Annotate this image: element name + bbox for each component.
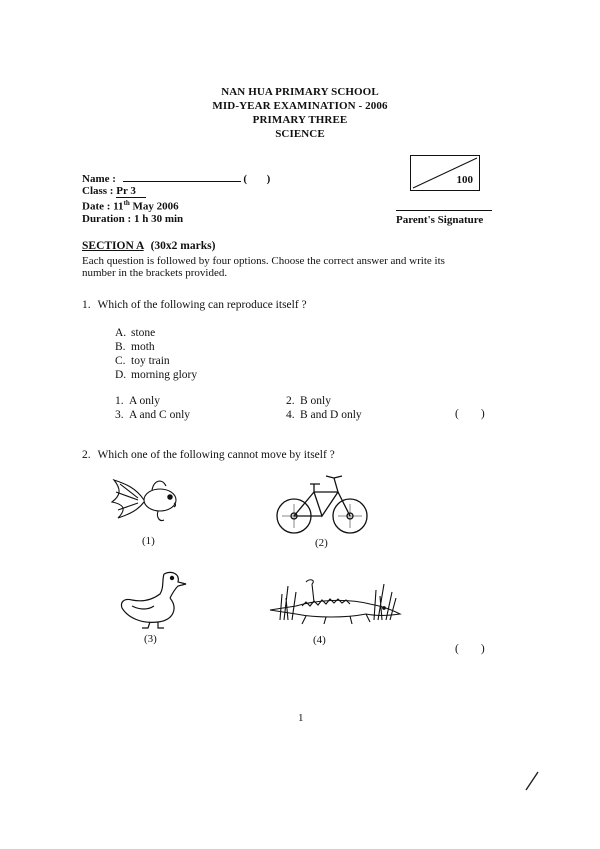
duration-value: 1 h 30 min xyxy=(133,213,184,225)
class-label: Class : xyxy=(82,185,114,197)
date-label: Date : xyxy=(82,200,111,213)
list-item: D. morning glory xyxy=(115,369,198,381)
duck-icon xyxy=(114,566,194,630)
signature-line[interactable] xyxy=(396,210,492,211)
question-1 xyxy=(82,299,307,311)
instruction-line-1: Each question is followed by four options. Choose the correct answer and write its xyxy=(82,255,445,267)
bicycle-icon xyxy=(274,470,370,538)
section-marks: (30x2 marks) xyxy=(150,240,216,252)
name-bracket-open: ( xyxy=(243,173,248,185)
section-instructions xyxy=(82,255,512,279)
name-bracket-close: ) xyxy=(266,173,271,185)
level: PRIMARY THREE xyxy=(252,114,348,126)
date-suffix: th xyxy=(123,199,130,207)
question-1-options-left xyxy=(115,394,190,422)
signature-label: Parent's Signature xyxy=(396,214,484,226)
option-3: 3. A and C only xyxy=(115,409,191,421)
section-title: SECTION A xyxy=(82,240,144,252)
option-4: 4. B and D only xyxy=(286,409,362,421)
duration-row xyxy=(82,213,183,225)
option-1: 1. A only xyxy=(115,395,160,407)
question-1-number: 1. xyxy=(82,299,91,311)
question-1-options-right xyxy=(286,394,362,422)
picture-1-label: (1) xyxy=(142,535,155,547)
answer-bracket-2[interactable]: ( ) xyxy=(455,643,485,655)
instruction-line-2: number in the brackets provided. xyxy=(82,267,228,279)
exam-title: MID-YEAR EXAMINATION - 2006 xyxy=(212,100,388,112)
picture-3-label: (3) xyxy=(144,633,157,645)
question-1-items xyxy=(115,326,197,382)
section-a-heading xyxy=(82,240,215,252)
score-box xyxy=(410,155,480,191)
name-row xyxy=(82,171,282,185)
date-rest: May 2006 xyxy=(132,200,179,213)
list-item: C. toy train xyxy=(115,355,170,367)
question-2-number: 2. xyxy=(82,449,91,461)
picture-4-label: (4) xyxy=(313,634,326,646)
list-item: A. stone xyxy=(115,327,156,339)
goldfish-icon xyxy=(108,470,188,530)
crocodile-icon xyxy=(266,574,406,630)
list-item: B. moth xyxy=(115,341,155,353)
option-2: 2. B only xyxy=(286,395,331,407)
score-total: 100 xyxy=(456,174,473,186)
name-label: Name : xyxy=(82,173,116,185)
date-row xyxy=(82,199,179,213)
scan-mark-icon xyxy=(524,770,540,792)
school-name: NAN HUA PRIMARY SCHOOL xyxy=(221,86,379,98)
answer-bracket-1[interactable]: ( ) xyxy=(455,408,485,420)
page-number: 1 xyxy=(298,712,304,724)
picture-2-label: (2) xyxy=(315,537,328,549)
date-day: 11 xyxy=(113,200,124,213)
question-2-text: Which one of the following cannot move by itself ? xyxy=(97,449,335,461)
name-field[interactable] xyxy=(123,171,241,182)
class-value: Pr 3 xyxy=(116,185,146,198)
class-row xyxy=(82,185,146,198)
subject: SCIENCE xyxy=(275,128,325,140)
question-2 xyxy=(82,449,335,461)
duration-label: Duration : xyxy=(82,213,132,225)
question-1-text: Which of the following can reproduce itself ? xyxy=(97,299,307,311)
